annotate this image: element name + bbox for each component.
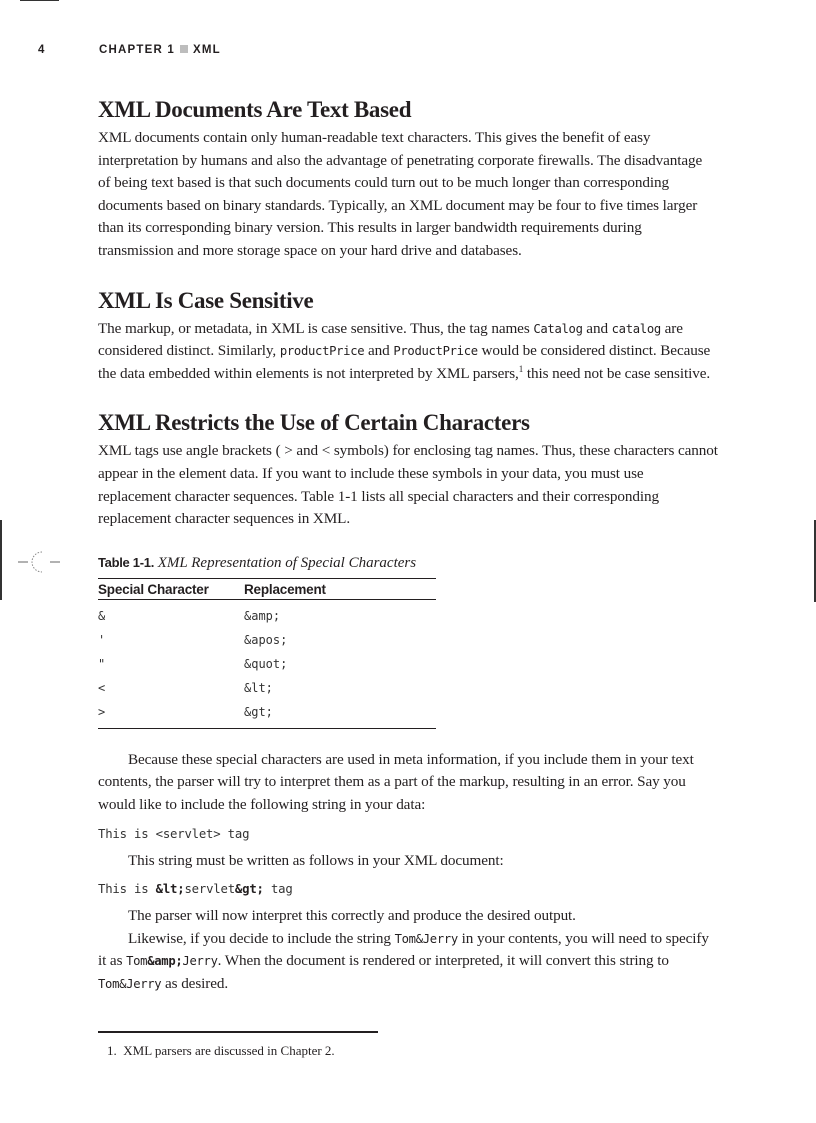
code-fragment: Jerry — [182, 954, 218, 969]
paragraph-tom-jerry — [98, 928, 718, 996]
code-fragment: Tom — [126, 954, 148, 969]
page-body — [98, 96, 718, 995]
table-row — [98, 676, 436, 700]
table-cell: " — [98, 656, 106, 671]
table-cell: < — [98, 680, 106, 695]
text-fragment: and — [582, 319, 612, 337]
table-row — [98, 652, 436, 676]
inline-code: Tom&Jerry — [98, 976, 162, 991]
section-heading-restricted-chars: XML Restricts the Use of Certain Characters — [98, 410, 530, 436]
code-fragment: servlet — [184, 882, 235, 897]
table-row — [98, 700, 436, 729]
code-fragment: This is — [98, 882, 156, 897]
table-header-row — [98, 578, 436, 599]
text-fragment: The markup, or metadata, in XML is case sensitive. Thus, the tag names — [98, 319, 534, 337]
column-header-replacement: Replacement — [244, 578, 436, 599]
gray-square-icon — [180, 45, 188, 53]
inline-code: catalog — [611, 321, 661, 336]
chapter-label — [99, 44, 221, 56]
text-fragment: are considered distinct. Similarly, — [98, 319, 683, 360]
table-cell: &quot; — [244, 656, 288, 671]
footnote-reference[interactable]: 1 — [518, 363, 524, 374]
section-body-text-based: XML documents contain only human-readable text characters. This gives the benefit of easy interpretation by humans and also the advantage of penetrating corporate firewalls. The disadvantage of being text based is that such documents could turn out to be much longer than corresponding documents based on binary standards. Typically, an XML document may be four to five times larger than its corresponding binary version. This results in larger bandwidth requirements during transmission and more storage space on your hard drive and databases. — [98, 129, 703, 259]
text-fragment: . When the document is rendered or interpreted, it will convert this string to — [217, 952, 669, 970]
section-body-restricted-chars: XML tags use angle brackets ( > and < symbols) for enclosing tag names. Thus, these characters cannot appear in the element data. If you want to include these symbols in your data, you must use replacement character sequences. Table 1-1 lists all special characters and their corresponding replacement character sequences in XML. — [98, 442, 718, 528]
text-fragment: Likewise, if you decide to include the string — [128, 929, 395, 947]
code-fragment: tag — [263, 882, 293, 897]
inline-code: ProductPrice — [393, 344, 478, 359]
inline-code: productPrice — [279, 344, 365, 359]
code-entity: &gt; — [234, 882, 264, 897]
table-title: XML Representation of Special Characters — [157, 554, 417, 571]
paragraph-written-as: This string must be written as follows in your XML document: — [128, 851, 504, 869]
section-heading-text-based: XML Documents Are Text Based — [98, 97, 412, 122]
page-edge-left — [0, 520, 2, 600]
text-fragment: would be considered distinct. Because the data embedded within elements is not interpreted by XML parsers, — [98, 342, 711, 382]
paragraph-meta-information: Because these special characters are used in meta information, if you include them in your text contents, the parser will try to interpret them as a part of the markup, resulting in an error. Say you would like to include the following string in your data: — [98, 750, 694, 813]
table-label: Table 1-1. — [98, 554, 155, 570]
column-header-special-character: Special Character — [98, 578, 244, 599]
text-fragment: in your contents, you will need to specify it as — [98, 929, 709, 970]
page-number: 4 — [38, 44, 46, 56]
text-fragment: as desired. — [161, 974, 229, 992]
footnote-text: XML parsers are discussed in Chapter 2. — [123, 1043, 335, 1058]
footnote-number: 1. — [107, 1043, 117, 1058]
paragraph-parser-interprets: The parser will now interpret this correctly and produce the desired output. — [128, 907, 576, 925]
code-example-escaped — [98, 882, 718, 896]
code-entity: &lt; — [155, 882, 185, 897]
table-cell: > — [98, 700, 244, 729]
table-row — [98, 599, 436, 628]
table-cell: &apos; — [244, 632, 288, 647]
inline-code — [126, 954, 218, 968]
table-cell: &gt; — [244, 700, 436, 729]
inline-code: Tom&Jerry — [394, 931, 458, 946]
inline-code: Catalog — [533, 321, 583, 336]
chapter-number: CHAPTER 1 — [99, 44, 175, 56]
table-cell: &amp; — [244, 608, 281, 623]
footnote — [107, 1043, 335, 1059]
code-example-raw: This is <servlet> tag — [98, 826, 250, 841]
special-characters-table — [98, 578, 436, 729]
footnote-divider — [98, 1031, 378, 1033]
section-body-case-sensitive — [98, 318, 718, 386]
text-fragment: and — [364, 342, 394, 360]
section-heading-case-sensitive: XML Is Case Sensitive — [98, 287, 314, 313]
registration-mark-icon — [18, 548, 62, 576]
table-cell: ' — [98, 632, 106, 647]
chapter-title: XML — [192, 44, 221, 56]
table-cell: &lt; — [244, 680, 273, 695]
table-cell: & — [98, 608, 106, 623]
table-row — [98, 628, 436, 652]
crop-mark-top — [20, 0, 59, 1]
table-caption — [98, 555, 718, 572]
code-entity: &amp; — [147, 954, 183, 969]
text-fragment: this need not be case sensitive. — [523, 364, 711, 382]
